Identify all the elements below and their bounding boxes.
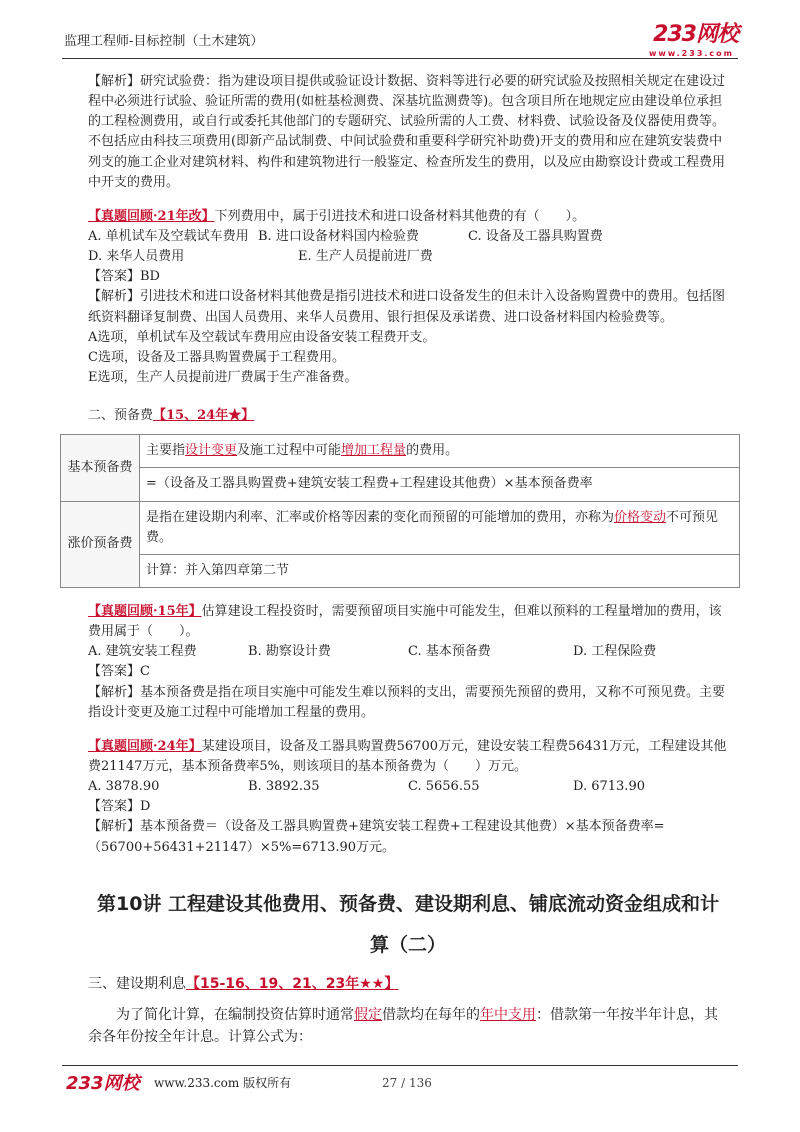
section-interest-title: 三、建设期利息	[88, 976, 186, 993]
logo-text: 233网校	[653, 21, 738, 47]
question-2-answer: 【答案】C	[88, 664, 150, 680]
question-2-stem	[88, 602, 728, 642]
logo-subtext: www.233.com	[648, 48, 734, 58]
section-interest-heading	[88, 973, 728, 995]
basic-reserve-formula: =（设备及工器具购置费+建筑安装工程费+工程建设其他费）×基本预备费率	[140, 468, 740, 501]
section-interest-tag: 【15-16、19、21、23年★★】	[186, 976, 399, 993]
question-1-options-row2	[88, 247, 728, 267]
page-number: 27 / 136	[382, 1076, 432, 1090]
question-1-analysis: 【解析】引进技术和进口设备材料其他费是指引进技术和进口设备发生的但未计入设备购置费中的费用。包括图纸资料翻译复制费、出国人员费用、来华人员费用、银行担保及承诺费、进口设备材料国内检验费等。	[88, 289, 726, 325]
question-1-answer: 【答案】BD	[88, 269, 160, 285]
option-d: D. 来华人员费用	[88, 249, 185, 265]
option-c: C. 基本预备费	[408, 644, 491, 660]
section-reserve-title: 二、预备费	[88, 408, 154, 424]
question-1-note-a: A选项，单机试车及空载试车费用应由设备安装工程费开支。	[88, 329, 436, 345]
text-fragment: 是指在建设期内利率、汇率或价格等因素的变化而预留的可能增加的费用，亦称为	[146, 509, 615, 525]
price-reserve-calc: 计算：并入第四章第二节	[140, 554, 740, 587]
text-fragment: 不可预见费。	[146, 509, 719, 545]
question-3-options	[88, 777, 728, 797]
table-row	[61, 554, 740, 587]
page-content	[67, 72, 728, 1048]
highlight-midyear: 年中支用	[480, 1006, 536, 1023]
page-header	[62, 22, 738, 59]
option-e: E. 生产人员提前进厂费	[298, 249, 433, 265]
question-1-note-e: E选项，生产人员提前进厂费属于生产准备费。	[88, 369, 358, 385]
question-2-options	[88, 642, 728, 662]
interest-paragraph	[88, 1004, 728, 1049]
page-footer	[62, 1065, 738, 1094]
reserve-fee-table	[60, 434, 740, 588]
table-row	[61, 501, 740, 554]
price-reserve-definition	[140, 501, 740, 554]
highlight-assume: 假定	[354, 1006, 382, 1023]
option-b: B. 进口设备材料国内检验费	[258, 228, 419, 244]
option-a: A. 单机试车及空载试车费用	[88, 228, 249, 244]
highlight-price-change: 价格变动	[614, 509, 667, 525]
text-fragment: ：借款第一年按半年计息，其余各年份按全年计息。计算公式为：	[88, 1006, 718, 1046]
question-3-tag: 【真题回顾·24年】	[88, 738, 202, 754]
chapter-heading	[88, 884, 728, 968]
question-1-stem	[88, 207, 728, 227]
option-b: B. 3892.35	[248, 779, 320, 795]
option-d: D. 6713.90	[573, 779, 645, 795]
footer-copyright: www.233.com 版权所有	[154, 1076, 292, 1090]
text-fragment: 的费用。	[406, 443, 459, 459]
question-1-text: 下列费用中，属于引进技术和进口设备材料其他费的有（ ）。	[214, 208, 586, 224]
text-fragment: 借款均在每年的	[382, 1006, 480, 1023]
option-a: A. 建筑安装工程费	[88, 644, 197, 660]
question-3-analysis: 【解析】基本预备费＝（设备及工器具购置费+建筑安装工程费+工程建设其他费）×基本预备费率=（56700+56431+21147）×5%=6713.90万元。	[88, 819, 665, 855]
section-reserve-tag: 【15、24年★】	[153, 408, 255, 424]
section-reserve-heading	[88, 406, 728, 426]
question-2-text: 估算建设工程投资时，需要预留项目实施中可能发生，但难以预料的工程量增加的费用，该费用属于（ ）。	[88, 603, 722, 640]
text-fragment: 为了简化计算，在编制投资估算时通常	[116, 1006, 354, 1023]
text-fragment: 及施工过程中可能	[237, 443, 342, 459]
chapter-heading-line1: 第10讲 工程建设其他费用、预备费、建设期利息、铺底流动资金组成和计	[96, 892, 720, 915]
basic-reserve-label: 基本预备费	[61, 435, 140, 501]
brand-logo	[648, 18, 738, 58]
basic-reserve-definition	[140, 435, 740, 468]
chapter-heading-line2: 算（二）	[369, 934, 446, 957]
table-row	[61, 435, 740, 468]
question-3-answer: 【答案】D	[88, 799, 151, 815]
option-a: A. 3878.90	[88, 779, 160, 795]
research-analysis: 【解析】研究试验费：指为建设项目提供或验证设计数据、资料等进行必要的研究试验及按照相关规定在建设过程中必须进行试验、验证所需的费用(如桩基检测费、深基坑监测费等)。包含项目所在地规定应由建设单位承担的工程检测费用，或自行或委托其他部门的专题研究、试验所需的人工费、材料费、试验设备及仪器使用费等。不包括应由科技三项费用(即新产品试制费、中间试验费和重要科学研究补助费)开支的费用和应在建筑安装费中列支的施工企业对建筑材料、构件和建筑物进行一般鉴定、检查所发生的费用，以及应由勘察设计费或工程费用中开支的费用。	[88, 74, 726, 190]
question-2-analysis: 【解析】基本预备费是指在项目实施中可能发生难以预料的支出，需要预先预留的费用，又称不可预见费。主要指设计变更及施工过程中可能增加工程量的费用。	[88, 684, 726, 720]
doc-title: 监理工程师-目标控制（土木建筑）	[64, 33, 264, 49]
question-2-tag: 【真题回顾·15年】	[88, 603, 202, 619]
option-c: C. 5656.55	[408, 779, 480, 795]
price-reserve-label: 涨价预备费	[61, 501, 140, 587]
highlight-design-change: 设计变更	[185, 443, 238, 459]
question-1-tag: 【真题回顾·21年改】	[88, 208, 215, 224]
highlight-added-quantity: 增加工程量	[341, 443, 407, 459]
option-b: B. 勘察设计费	[248, 644, 331, 660]
question-1-options-row1	[88, 227, 728, 247]
footer-logo: 233网校	[66, 1073, 140, 1094]
question-1-note-c: C选项，设备及工器具购置费属于工程费用。	[88, 349, 345, 365]
table-row	[61, 468, 740, 501]
question-3-stem	[88, 737, 728, 777]
option-d: D. 工程保险费	[573, 644, 657, 660]
question-3-text: 某建设项目，设备及工器具购置费56700万元，建设安装工程费56431万元，工程建设其他费21147万元，基本预备费率5%，则该项目的基本预备费为（ ）万元。	[88, 738, 727, 774]
option-c: C. 设备及工器具购置费	[468, 228, 603, 244]
text-fragment: 主要指	[146, 443, 186, 459]
